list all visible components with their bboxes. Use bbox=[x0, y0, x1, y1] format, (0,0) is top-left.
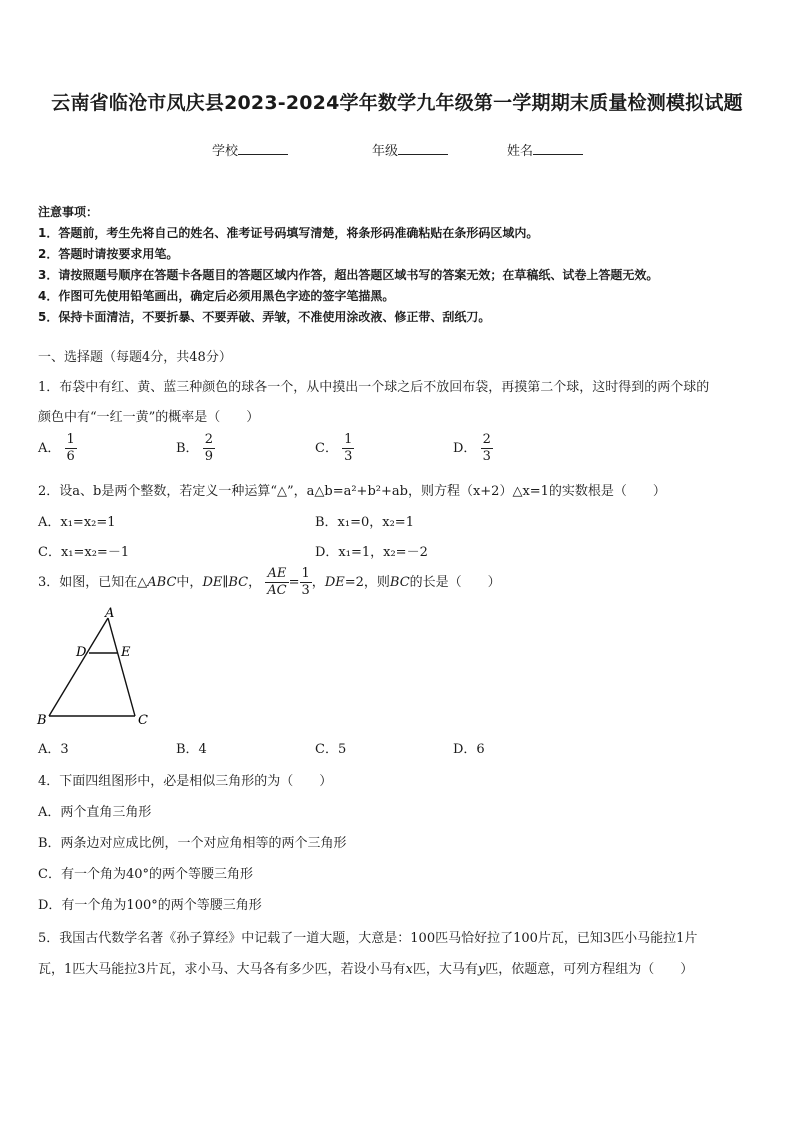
option-label: B． bbox=[176, 441, 199, 456]
q3-option-d[interactable]: D．6 bbox=[453, 742, 485, 757]
side-ab bbox=[49, 618, 108, 716]
q1-stem-line1: 1．布袋中有红、黄、蓝三种颜色的球各一个，从中摸出一个球之后不放回布袋，再摸第二个球，这时得到的两个球的 bbox=[38, 380, 710, 395]
label-d: D bbox=[76, 645, 87, 660]
label-b: B bbox=[37, 713, 47, 728]
option-fraction: $\frac{1}{3}$ bbox=[344, 432, 353, 464]
option-fraction: $\frac{1}{6}$ bbox=[66, 432, 75, 464]
notes-item: 5．保持卡面清洁，不要折暴、不要弄破、弄皱，不准使用涂改液、修正带、刮纸刀。 bbox=[38, 310, 491, 324]
grade-label: 年级 bbox=[372, 144, 399, 159]
notes-item: 3．请按照题号顺序在答题卡各题目的答题区域内作答，超出答题区域书写的答案无效；在草稿纸、试卷上答题无效。 bbox=[38, 268, 659, 282]
notes-item: 4．作图可先使用铅笔画出，确定后必须用黑色字迹的签字笔描黑。 bbox=[38, 289, 395, 303]
label-a: A bbox=[105, 606, 115, 621]
q4-option-d[interactable]: D．有一个角为100°的两个等腰三角形 bbox=[38, 898, 262, 913]
notes-heading: 注意事项： bbox=[38, 205, 99, 219]
q3-value-fraction: $\frac{1}{3}$ bbox=[301, 566, 310, 598]
grade-field[interactable] bbox=[372, 140, 448, 159]
label-e: E bbox=[121, 645, 131, 660]
name-blank[interactable] bbox=[533, 142, 583, 155]
q1-stem-line2: 颜色中有“一红一黄”的概率是（ ） bbox=[38, 410, 260, 425]
q4-option-b[interactable]: B．两条边对应成比例，一个对应角相等的两个三角形 bbox=[38, 836, 347, 851]
q4-option-a[interactable]: A．两个直角三角形 bbox=[38, 805, 152, 820]
q5-stem-line1: 5．我国古代数学名著《孙子算经》中记载了一道大题，大意是：100匹马恰好拉了100片瓦，已知3匹小马能拉1片 bbox=[38, 931, 698, 946]
side-ac bbox=[108, 618, 135, 716]
option-label: D． bbox=[453, 441, 477, 456]
notes-item: 2．答题时请按要求用笔。 bbox=[38, 247, 179, 261]
grade-blank[interactable] bbox=[398, 142, 448, 155]
q2-option-b[interactable]: B．x₁=0，x₂=1 bbox=[315, 515, 414, 530]
notes-block bbox=[38, 202, 658, 328]
school-label: 学校 bbox=[212, 144, 239, 159]
option-label: C． bbox=[315, 441, 338, 456]
q5-stem-line2: 瓦，1匹大马能拉3片瓦，求小马、大马各有多少匹，若设小马有x匹，大马有y匹，依题意，可列方程组为（ ） bbox=[38, 962, 694, 977]
q3-triangle-figure bbox=[34, 606, 164, 731]
q1-option-b[interactable] bbox=[176, 432, 215, 465]
q3-stem: 3．如图，已知在△ABC中，DE∥BC， $\frac{AE}{AC}$ = $\frac{1}{3}$ ，DE=2，则BC的长是（ ） bbox=[38, 566, 501, 598]
q2-stem: 2．设a、b是两个整数，若定义一种运算“△”，a△b=a²+b²+ab，则方程（x+2）△x=1的实数根是（ ） bbox=[38, 484, 666, 499]
name-field[interactable] bbox=[507, 140, 583, 159]
option-fraction: $\frac{2}{3}$ bbox=[482, 432, 491, 464]
q3-ratio-fraction: $\frac{AE}{AC}$ bbox=[267, 566, 287, 598]
option-label: A． bbox=[38, 441, 61, 456]
notes-item: 1．答题前，考生先将自己的姓名、准考证号码填写清楚，将条形码准确粘贴在条形码区域内。 bbox=[38, 226, 539, 240]
page-title: 云南省临沧市凤庆县2023-2024学年数学九年级第一学期期末质量检测模拟试题 bbox=[51, 92, 743, 114]
q1-option-c[interactable] bbox=[315, 432, 354, 465]
q3-option-a[interactable]: A．3 bbox=[38, 742, 69, 757]
school-blank[interactable] bbox=[238, 142, 288, 155]
school-field[interactable] bbox=[212, 140, 288, 159]
q3-option-b[interactable]: B．4 bbox=[176, 742, 207, 757]
name-label: 姓名 bbox=[507, 144, 534, 159]
q2-option-a[interactable]: A．x₁=x₂=1 bbox=[38, 515, 116, 530]
option-fraction: $\frac{2}{9}$ bbox=[204, 432, 213, 464]
q3-option-c[interactable]: C．5 bbox=[315, 742, 347, 757]
section-heading: 一、选择题（每题4分，共48分） bbox=[38, 350, 232, 365]
q4-stem: 4．下面四组图形中，必是相似三角形的为（ ） bbox=[38, 774, 333, 789]
q1-option-a[interactable] bbox=[38, 432, 77, 465]
q1-option-d[interactable] bbox=[453, 432, 493, 465]
q4-option-c[interactable]: C．有一个角为40°的两个等腰三角形 bbox=[38, 867, 253, 882]
label-c: C bbox=[138, 713, 148, 728]
q2-option-c[interactable]: C．x₁=x₂=－1 bbox=[38, 545, 130, 560]
q2-option-d[interactable]: D．x₁=1，x₂=－2 bbox=[315, 545, 428, 560]
